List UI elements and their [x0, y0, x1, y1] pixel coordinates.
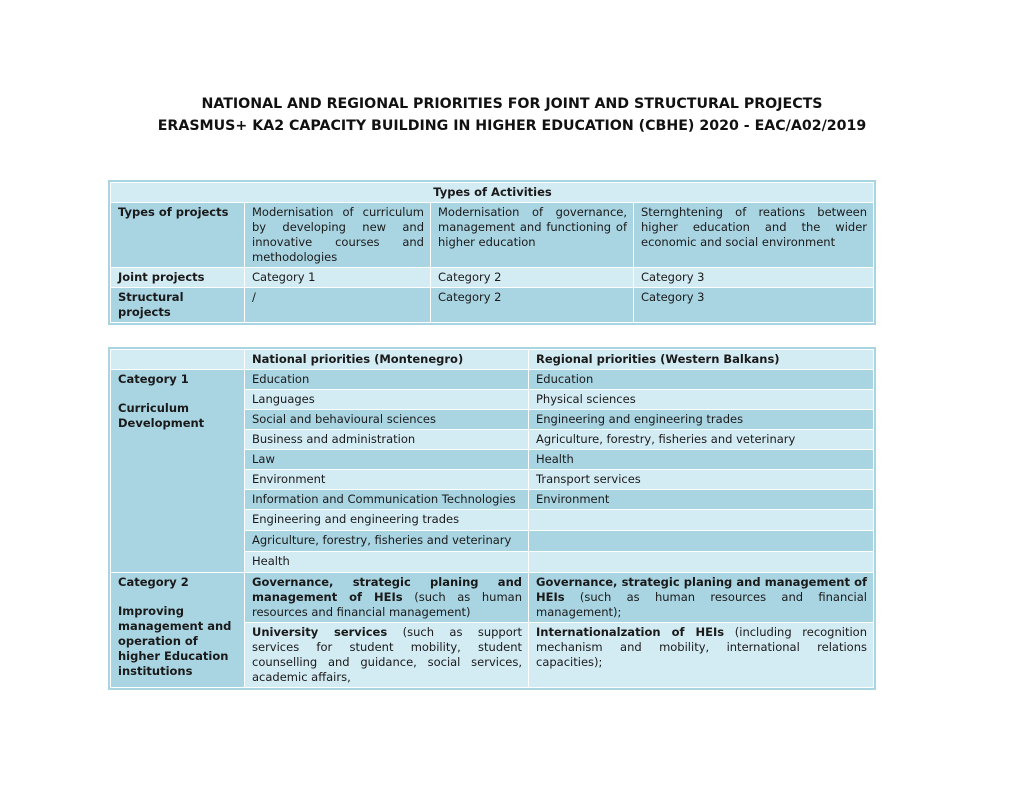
- priorities-table: [110, 349, 874, 688]
- category1-cell: [111, 370, 245, 573]
- table-row: [111, 203, 874, 268]
- row-label: Structural projects: [111, 288, 245, 323]
- table-cell: Category 2: [431, 288, 634, 323]
- regional-priority: [529, 623, 874, 688]
- regional-priority: Physical sciences: [529, 390, 874, 410]
- regional-priority-bold: Governance, strategic planing and management of HEIs: [536, 575, 867, 604]
- regional-priority: Transport services: [529, 470, 874, 490]
- national-priority: Education: [245, 370, 529, 390]
- activity-col1-header: Modernisation of curriculum by developing new and innovative courses and methodologies: [245, 203, 431, 268]
- regional-priority-detail: (such as human resources and financial management);: [536, 590, 867, 619]
- national-priority-bold: University services: [252, 625, 388, 639]
- regional-priority: [529, 573, 874, 623]
- national-priority: Business and administration: [245, 430, 529, 450]
- national-priority-detail: (such as support services for student mobility, student counselling and guidance, social services, academic affairs,: [252, 625, 523, 684]
- table-row: [111, 268, 874, 288]
- national-priority: Languages: [245, 390, 529, 410]
- regional-priority: Education: [529, 370, 874, 390]
- national-priority-bold: Governance, strategic planing and management of HEIs: [252, 575, 522, 604]
- national-priorities-header: National priorities (Montenegro): [245, 350, 529, 370]
- national-priority: Social and behavioural sciences: [245, 410, 529, 430]
- category1-title: Category 1: [118, 372, 189, 386]
- row-label: Joint projects: [111, 268, 245, 288]
- national-priority: Law: [245, 450, 529, 470]
- regional-priority-detail: (including recognition mechanism and mobility, international relations capacities);: [536, 625, 867, 669]
- regional-priority-bold: Internationalzation of HEIs: [536, 625, 725, 639]
- title-line-2: ERASMUS+ KA2 CAPACITY BUILDING IN HIGHER EDUCATION (CBHE) 2020 - EAC/A02/2019: [157, 118, 867, 134]
- title-line-1: NATIONAL AND REGIONAL PRIORITIES FOR JOINT AND STRUCTURAL PROJECTS: [201, 96, 823, 112]
- table-cell: Category 1: [245, 268, 431, 288]
- table-row: [111, 350, 874, 370]
- activity-col3-header: Sternghtening of reations between higher education and the wider economic and social environment: [634, 203, 874, 268]
- national-priority: Environment: [245, 470, 529, 490]
- regional-priorities-header: Regional priorities (Western Balkans): [529, 350, 874, 370]
- table-cell: Category 2: [431, 268, 634, 288]
- category1-subtitle: Curriculum Development: [118, 401, 205, 430]
- national-priority: [245, 623, 529, 688]
- regional-priority: [529, 531, 874, 552]
- category2-subtitle: Improving management and operation of higher Education institutions: [118, 604, 232, 678]
- activity-col2-header: Modernisation of governance, management and functioning of higher education: [431, 203, 634, 268]
- document-title: [0, 93, 1024, 137]
- table-row: [111, 370, 874, 390]
- category2-title: Category 2: [118, 575, 189, 589]
- national-priority: Information and Communication Technologies: [245, 490, 529, 510]
- national-priority: Health: [245, 552, 529, 573]
- table-row: [111, 288, 874, 323]
- regional-priority: Agriculture, forestry, fisheries and veterinary: [529, 430, 874, 450]
- regional-priority: Engineering and engineering trades: [529, 410, 874, 430]
- empty-header-cell: [111, 350, 245, 370]
- table-cell: Category 3: [634, 268, 874, 288]
- regional-priority: Environment: [529, 490, 874, 510]
- table-row: [111, 183, 874, 203]
- regional-priority: [529, 510, 874, 531]
- table-cell: /: [245, 288, 431, 323]
- table-row: [111, 573, 874, 623]
- types-of-projects-header: Types of projects: [111, 203, 245, 268]
- national-priority: [245, 573, 529, 623]
- regional-priority: [529, 552, 874, 573]
- activities-table: [110, 182, 874, 323]
- national-priority-detail: (such as human resources and financial management): [252, 590, 522, 619]
- activities-header: Types of Activities: [111, 183, 874, 203]
- national-priority: Agriculture, forestry, fisheries and veterinary: [245, 531, 529, 552]
- national-priority: Engineering and engineering trades: [245, 510, 529, 531]
- category2-cell: [111, 573, 245, 688]
- regional-priority: Health: [529, 450, 874, 470]
- table-cell: Category 3: [634, 288, 874, 323]
